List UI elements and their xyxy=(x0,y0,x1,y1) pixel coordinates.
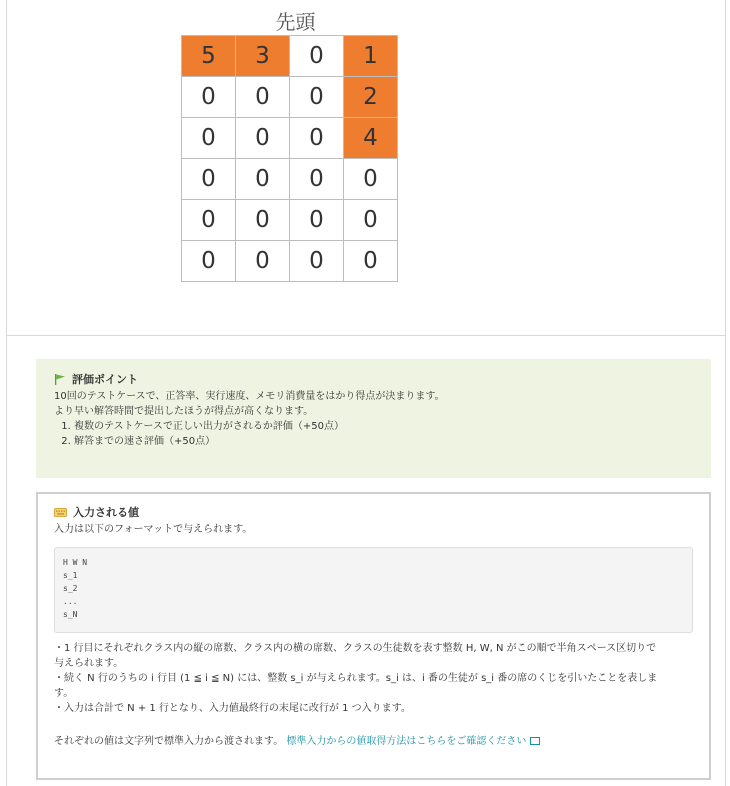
front-label: 先頭 xyxy=(275,10,316,34)
seat-cell: 0 xyxy=(236,200,290,241)
input-intro: 入力は以下のフォーマットで与えられます。 xyxy=(54,524,253,535)
seat-row xyxy=(182,118,398,159)
seat-row xyxy=(182,200,398,241)
code-line: H W N xyxy=(63,558,88,567)
seat-cell: 0 xyxy=(344,159,398,200)
seat-row xyxy=(182,241,398,282)
code-line: s_N xyxy=(63,610,78,619)
page-frame xyxy=(6,0,726,786)
input-footer xyxy=(54,734,693,749)
input-footer-text: それぞれの値は文字列で標準入力から渡されます。 xyxy=(54,736,284,747)
input-desc-line: ・続く N 行のうちの i 行目 (1 ≦ i ≦ N) には、整数 s_i が与えられます。s_i は、i 番の生徒が s_i 番の席のくじを引いたことを表しま xyxy=(54,673,658,684)
seat-cell: 0 xyxy=(290,159,344,200)
input-title: 入力される値 xyxy=(73,506,139,519)
evaluation-item: 2. 解答までの速さ評価（+50点） xyxy=(74,434,693,449)
code-line: s_1 xyxy=(63,571,78,580)
seat-cell: 0 xyxy=(290,118,344,159)
stdin-help-link[interactable] xyxy=(286,736,540,747)
input-header xyxy=(54,504,693,520)
seat-figure xyxy=(7,0,725,336)
seat-cell: 0 xyxy=(236,118,290,159)
seat-cell-highlighted: 1 xyxy=(344,36,398,77)
evaluation-line-1: 10回のテストケースで、正答率、実行速度、メモリ消費量をはかり得点が決まります。 xyxy=(54,391,445,402)
external-link-icon xyxy=(530,737,540,745)
seat-cell: 0 xyxy=(182,77,236,118)
code-line: ... xyxy=(63,597,78,606)
seat-cell-highlighted: 5 xyxy=(182,36,236,77)
input-panel xyxy=(36,492,711,780)
input-desc-line: ・1 行目にそれぞれクラス内の縦の席数、クラス内の横の席数、クラスの生徒数を表す整数 H, W, N がこの順で半角スペース区切りで xyxy=(54,643,657,654)
seat-cell: 0 xyxy=(290,200,344,241)
evaluation-list xyxy=(54,419,693,449)
seat-row xyxy=(182,77,398,118)
seat-cell-highlighted: 4 xyxy=(344,118,398,159)
seat-cell: 0 xyxy=(182,200,236,241)
keyboard-icon xyxy=(54,508,67,517)
input-format-code xyxy=(54,547,693,633)
seat-row xyxy=(182,159,398,200)
seat-cell: 0 xyxy=(290,36,344,77)
seat-grid xyxy=(181,35,398,282)
seat-cell: 0 xyxy=(182,159,236,200)
seat-cell: 0 xyxy=(236,77,290,118)
seat-cell: 0 xyxy=(290,241,344,282)
seat-cell: 0 xyxy=(236,159,290,200)
seat-cell-highlighted: 2 xyxy=(344,77,398,118)
evaluation-item: 1. 複数のテストケースで正しい出力がされるか評価（+50点） xyxy=(74,419,693,434)
seat-cell: 0 xyxy=(290,77,344,118)
input-desc-line: ・入力は合計で N + 1 行となり、入力値最終行の末尾に改行が 1 つ入ります。 xyxy=(54,703,411,714)
seat-cell: 0 xyxy=(344,241,398,282)
input-desc-line: 与えられます。 xyxy=(54,658,124,669)
seat-row xyxy=(182,36,398,77)
evaluation-header xyxy=(54,371,693,387)
input-desc-line: す。 xyxy=(54,688,74,699)
seat-cell-highlighted: 3 xyxy=(236,36,290,77)
seat-cell: 0 xyxy=(236,241,290,282)
stdin-help-link-label: 標準入力からの値取得方法はこちらをご確認ください xyxy=(286,736,527,747)
code-line: s_2 xyxy=(63,584,78,593)
evaluation-title: 評価ポイント xyxy=(72,373,138,386)
seat-cell: 0 xyxy=(344,200,398,241)
evaluation-panel xyxy=(36,359,711,478)
seat-cell: 0 xyxy=(182,118,236,159)
seat-cell: 0 xyxy=(182,241,236,282)
evaluation-line-2: より早い解答時間で提出したほうが得点が高くなります。 xyxy=(54,406,314,417)
flag-icon xyxy=(54,373,66,385)
